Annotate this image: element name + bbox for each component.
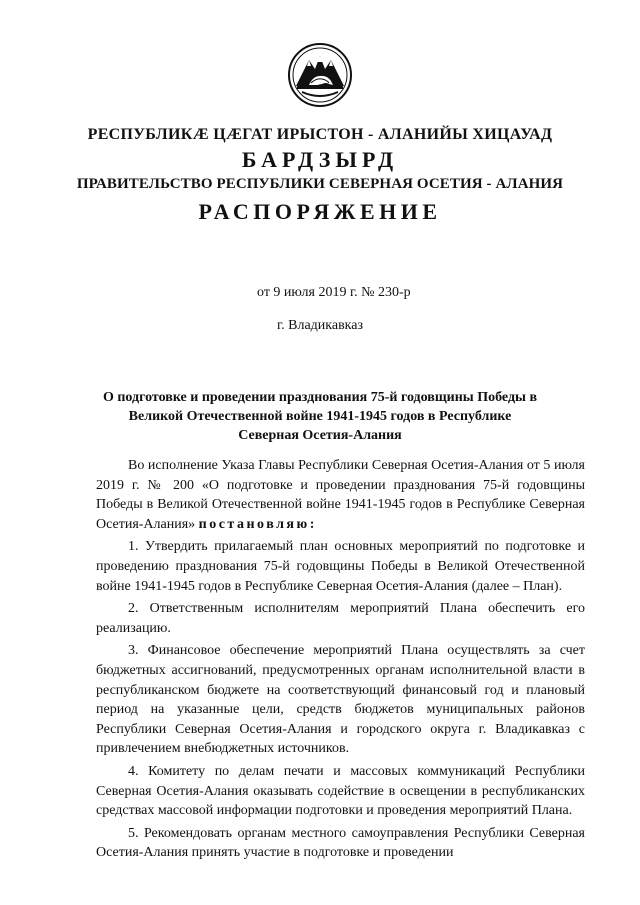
body-intro-text: Во исполнение Указа Главы Республики Северная Осетия-Алания от 5 июля 2019 г. № 200 «О подготовке и проведении празднования 75-й годовщины Победы в Великой Отечественной войне 1941-1945 годов в Республике Северная Осетия-Алания» — [96, 458, 585, 532]
body-item-3: 3. Финансовое обеспечение мероприятий Плана осуществлять за счет бюджетных ассигнований, предусмотренных органам исполнительной власти в республиканском бюджете на соответствующий финансовый год и плановый период на указанные цели, средств бюджетов муниципальных районов Республики Северная Осетия-Алания и городского округа г. Владикавказ с привлечением внебюджетных источников. — [96, 643, 585, 757]
body-item-5: 5. Рекомендовать органам местного самоуправления Республики Северная Осетия-Алания принять участие в подготовке и проведении — [96, 825, 585, 861]
postanovlyau-word: постановляю: — [198, 516, 317, 532]
body-item-4: 4. Комитету по делам печати и массовых коммуникаций Республики Северная Осетия-Алания оказывать содействие в освещении в республиканских средствах массовой информации подготовки и проведения мероприятий Плана. — [96, 763, 585, 819]
body-item-1: 1. Утвердить прилагаемый план основных мероприятий по подготовке и проведению празднования 75-й годовщины Победы в Великой Отечественной войне 1941-1945 годов в Республике Северная Осетия-Алания (далее – План). — [96, 539, 585, 594]
header-russian-line: ПРАВИТЕЛЬСТВО РЕСПУБЛИКИ СЕВЕРНАЯ ОСЕТИЯ - АЛАНИЯ — [76, 176, 564, 192]
header-ossetian-line: РЕСПУБЛИКӔ ЦӔГАТ ИРЫСТОН - АЛАНИЙЫ ХИЦАУАД — [87, 126, 553, 143]
coat-of-arms-emblem — [287, 42, 353, 108]
document-title: О подготовке и проведении празднования 75-й годовщины Победы в Великой Отечественной войне 1941-1945 годов в Республике Северная Осетия-Алания — [102, 390, 538, 443]
document-city: г. Владикавказ — [276, 318, 364, 333]
header-bardzyrd: БАРДЗЫРД — [241, 147, 399, 172]
document-date-number: от 9 июля 2019 г. № 230-р — [257, 285, 411, 300]
body-intro-paragraph — [96, 456, 585, 534]
header-rasporyazhenie: РАСПОРЯЖЕНИЕ — [198, 199, 442, 224]
document-body — [96, 456, 585, 863]
body-item-2: 2. Ответственным исполнителям мероприятий Плана обеспечить его реализацию. — [96, 601, 585, 636]
